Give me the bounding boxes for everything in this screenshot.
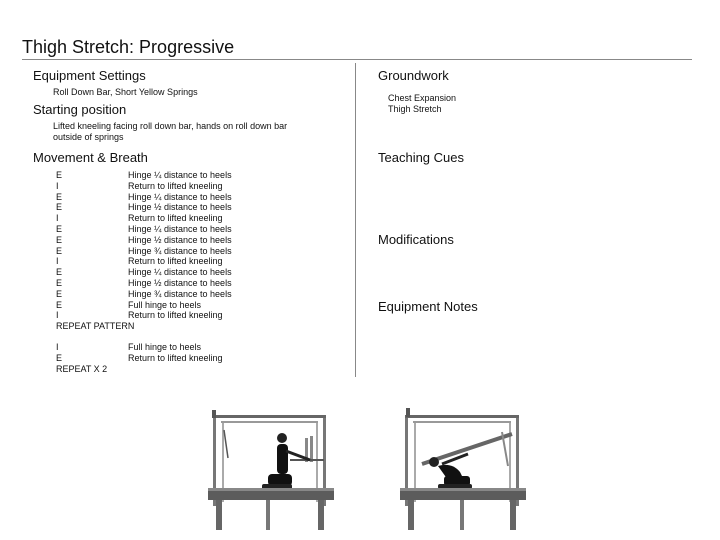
breath-cue: I (56, 180, 59, 191)
movement-step: Hinge ¼ distance to heels (128, 223, 232, 234)
breath-cue: E (56, 223, 63, 234)
breath-cue: E (56, 299, 63, 310)
breath-cue: I (56, 213, 59, 224)
breath-cue: I (56, 342, 59, 352)
starting-position-text-1: Lifted kneeling facing roll down bar, hands on roll down bar (53, 121, 288, 131)
title-divider (22, 59, 692, 60)
breath-cue: E (56, 277, 63, 288)
breath-cue: E (56, 191, 63, 202)
equipment-settings-text: Roll Down Bar, Short Yellow Springs (53, 87, 198, 97)
breath-cue: E (56, 234, 63, 245)
movement-column (128, 170, 232, 321)
groundwork-item: Thigh Stretch (388, 104, 442, 114)
cadillac-kneeling-photo (206, 408, 336, 540)
movement-step: Return to lifted kneeling (128, 310, 223, 321)
breath-cue: E (56, 170, 63, 180)
breath-cue: E (56, 245, 63, 256)
movement-step: Full hinge to heels (128, 299, 202, 310)
breath-cue: I (56, 310, 59, 321)
movement-step: Return to lifted kneeling (128, 180, 223, 191)
breath-cue: E (56, 202, 63, 213)
teaching-cues-heading: Teaching Cues (378, 150, 464, 165)
movement-step: Hinge ½ distance to heels (128, 202, 232, 213)
movement-step: Hinge ½ distance to heels (128, 277, 232, 288)
groundwork-item: Chest Expansion (388, 93, 457, 103)
breath-column (56, 170, 134, 332)
column-divider (355, 63, 356, 377)
equipment-settings-heading: Equipment Settings (33, 68, 146, 83)
equipment-notes-heading: Equipment Notes (378, 299, 478, 314)
starting-position-text-2: outside of springs (53, 132, 124, 142)
movement-step: Hinge ¾ distance to heels (128, 288, 232, 299)
breath-cue: E (56, 267, 63, 278)
repeat-x2: REPEAT X 2 (56, 363, 108, 374)
movement-step: Hinge ¼ distance to heels (128, 267, 232, 278)
movement-step: Return to lifted kneeling (128, 352, 223, 363)
movement-step: Full hinge to heels (128, 342, 202, 352)
breath-cue: E (56, 288, 63, 299)
starting-position-heading: Starting position (33, 102, 127, 117)
page-title: Thigh Stretch: Progressive (22, 37, 235, 57)
groundwork-heading: Groundwork (378, 68, 449, 83)
movement-step: Hinge ½ distance to heels (128, 234, 232, 245)
movement-step: Hinge ¼ distance to heels (128, 191, 232, 202)
movement-step: Hinge ¼ distance to heels (128, 170, 232, 180)
final-movement-column (128, 342, 223, 364)
cadillac-hinge-photo (398, 406, 528, 540)
movement-breath-heading: Movement & Breath (33, 150, 148, 165)
movement-step: Return to lifted kneeling (128, 256, 223, 267)
movement-step: Hinge ¾ distance to heels (128, 245, 232, 256)
final-breath-column (56, 342, 107, 374)
repeat-pattern: REPEAT PATTERN (56, 321, 135, 332)
modifications-heading: Modifications (378, 232, 454, 247)
breath-cue: E (56, 352, 63, 363)
movement-step: Return to lifted kneeling (128, 213, 223, 224)
breath-cue: I (56, 256, 59, 267)
